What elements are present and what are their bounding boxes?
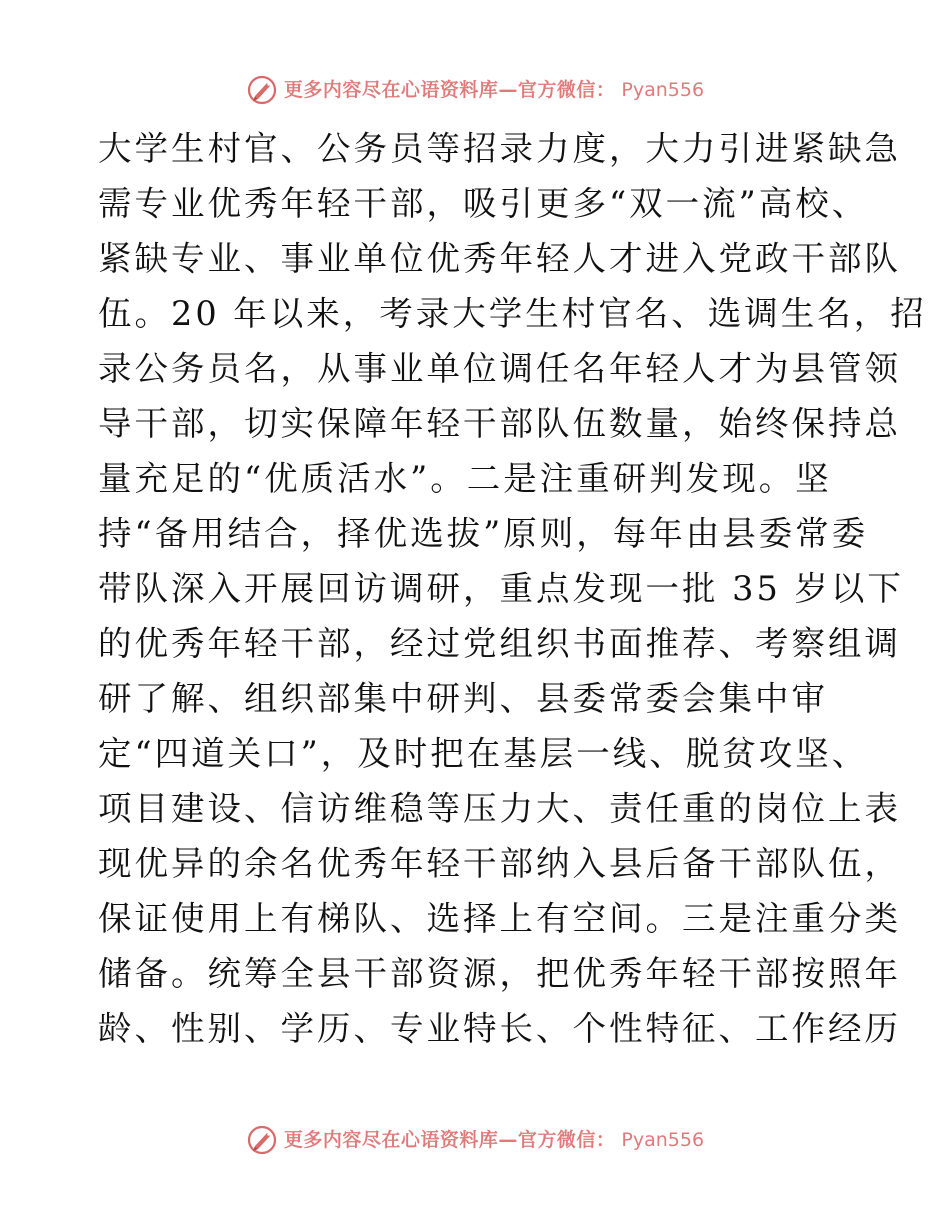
- pen-logo-icon: [246, 74, 278, 106]
- document-body: [98, 121, 927, 1111]
- body-line: 龄、性别、学历、专业特长、个性特征、工作经历: [98, 1009, 901, 1048]
- body-line: 储备。统筹全县干部资源，把优秀年轻干部按照年: [98, 954, 901, 993]
- footer-watermark: [0, 1120, 950, 1160]
- body-line: 持“备用结合，择优选拔”原则，每年由县委常委: [98, 514, 869, 553]
- body-line: 需专业优秀年轻干部，吸引更多“双一流”高校、: [98, 184, 869, 223]
- body-line: 带队深入开展回访调研，重点发现一批 35 岁以下: [98, 569, 904, 608]
- body-line: 项目建设、信访维稳等压力大、责任重的岗位上表: [98, 789, 901, 828]
- body-line: 导干部，切实保障年轻干部队伍数量，始终保持总: [98, 404, 901, 443]
- body-line: 现优异的余名优秀年轻干部纳入县后备干部队伍，: [98, 844, 901, 883]
- header-watermark: [0, 70, 950, 110]
- pen-logo-icon: [246, 1124, 278, 1156]
- body-line: 的优秀年轻干部，经过党组织书面推荐、考察组调: [98, 624, 901, 663]
- body-line: 紧缺专业、事业单位优秀年轻人才进入党政干部队: [98, 239, 901, 278]
- body-line: 定“四道关口”，及时把在基层一线、脱贫攻坚、: [98, 734, 869, 773]
- watermark-handle: Pyan556: [621, 79, 705, 101]
- body-line: 研了解、组织部集中研判、县委常委会集中审: [98, 679, 828, 718]
- watermark-text: 更多内容尽在心语资料库—官方微信：: [283, 79, 616, 101]
- body-line: 大学生村官、公务员等招录力度，大力引进紧缺急: [98, 129, 901, 168]
- watermark-handle: Pyan556: [621, 1129, 705, 1151]
- body-line: 录公务员名，从事业单位调任名年轻人才为县管领: [98, 349, 901, 388]
- body-line: 量充足的“优质活水”。二是注重研判发现。坚: [98, 459, 832, 498]
- watermark-text: 更多内容尽在心语资料库—官方微信：: [283, 1129, 616, 1151]
- body-line: 保证使用上有梯队、选择上有空间。三是注重分类: [98, 899, 901, 938]
- body-line: 伍。20 年以来，考录大学生村官名、选调生名，招: [98, 294, 927, 333]
